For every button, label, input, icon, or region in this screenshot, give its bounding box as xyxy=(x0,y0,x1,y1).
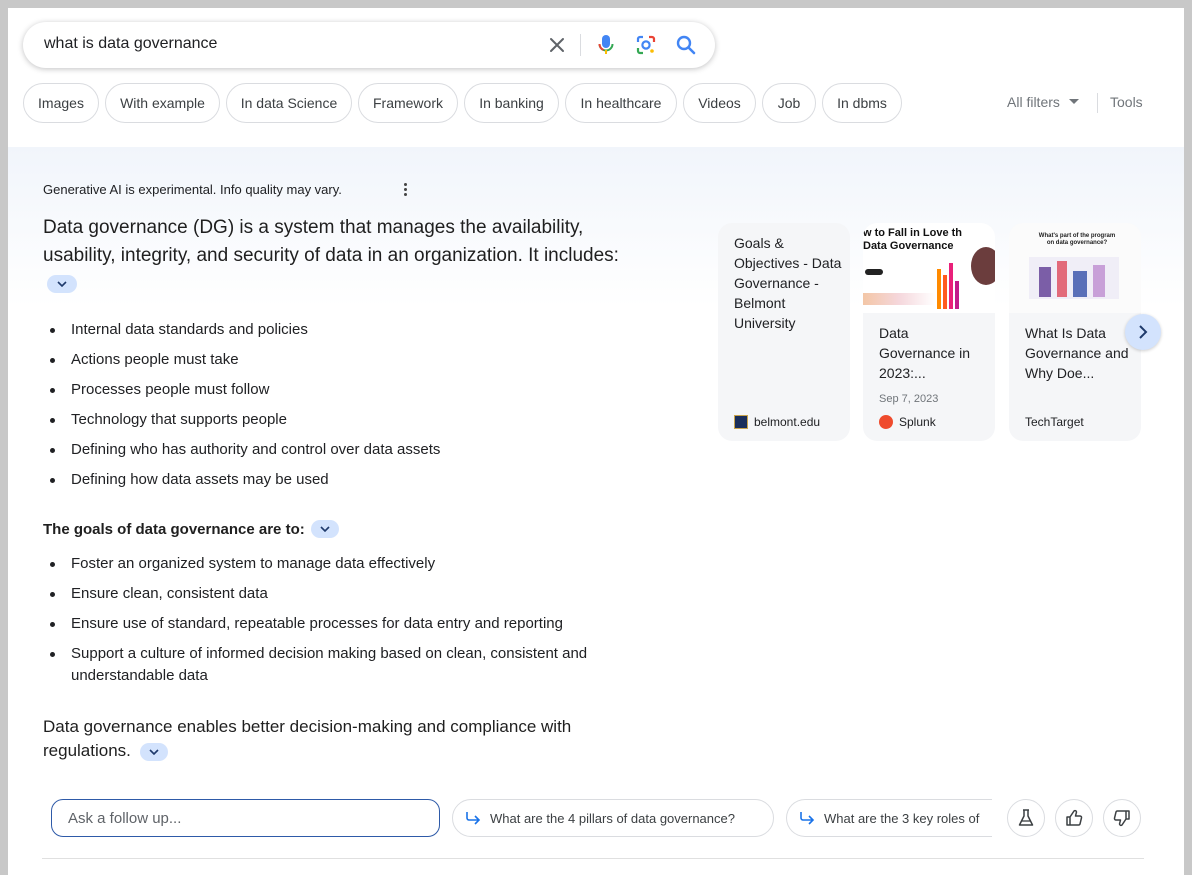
list-item: Processes people must follow xyxy=(43,379,663,401)
overview-closing-text: Data governance enables better decision-making and compliance with regulations. xyxy=(43,717,572,760)
includes-list xyxy=(43,319,663,499)
divider xyxy=(42,858,1144,859)
card-source-label: TechTarget xyxy=(1025,415,1084,429)
card-source xyxy=(879,415,936,429)
suggestion-label: What are the 3 key roles of xyxy=(824,810,980,826)
expand-chevron-icon[interactable] xyxy=(311,520,339,538)
card-title: What Is Data Governance and Why Doe... xyxy=(1025,325,1129,381)
source-card-techtarget[interactable] xyxy=(1009,223,1141,441)
suggestion-label: What are the 4 pillars of data governance? xyxy=(490,810,735,826)
thumbs-up-icon xyxy=(1065,809,1083,827)
ai-disclaimer: Generative AI is experimental. Info quality may vary. xyxy=(43,182,342,197)
list-item: Support a culture of informed decision making based on clean, consistent and understandable data xyxy=(43,643,663,687)
source-card-splunk[interactable] xyxy=(863,223,995,441)
card-source xyxy=(1025,415,1084,429)
source-card-belmont[interactable] xyxy=(718,223,850,441)
card-thumbnail xyxy=(1009,223,1141,313)
thumb-text: What's part of the program on data governance? xyxy=(1038,233,1116,246)
next-sources-button[interactable] xyxy=(1125,314,1161,350)
chip-job[interactable]: Job xyxy=(762,83,816,123)
lens-camera-icon[interactable] xyxy=(634,33,658,57)
thumb-text: w to Fall in Love th Data Governance xyxy=(863,227,962,252)
expand-chevron-icon[interactable] xyxy=(140,743,168,761)
more-options-icon[interactable] xyxy=(402,182,408,198)
card-title: Goals & Objectives - Data Governance - Belmont University xyxy=(734,235,842,331)
microphone-icon[interactable] xyxy=(594,33,618,57)
suggestion-chip-roles[interactable] xyxy=(786,799,992,837)
chip-in-healthcare[interactable]: In healthcare xyxy=(565,83,677,123)
card-title: Data Governance in 2023:... xyxy=(879,325,971,381)
results-page xyxy=(8,8,1184,875)
overview-lead-text: Data governance (DG) is a system that manages the availability, usability, integrity, and security of data in an organization. It includes: xyxy=(43,217,619,266)
chevron-right-icon xyxy=(1138,325,1148,339)
card-date: Sep 7, 2023 xyxy=(879,393,939,405)
card-source-label: belmont.edu xyxy=(754,415,821,429)
card-thumbnail xyxy=(863,223,995,313)
thumbs-down-icon xyxy=(1113,809,1131,827)
follow-arrow-icon xyxy=(799,811,815,825)
list-item: Defining who has authority and control over data assets xyxy=(43,439,663,461)
suggestion-chip-pillars[interactable] xyxy=(452,799,774,837)
overview-lead xyxy=(43,214,643,298)
caret-down-icon xyxy=(1069,99,1079,105)
expand-chevron-icon[interactable] xyxy=(47,275,77,293)
list-item: Technology that supports people xyxy=(43,409,663,431)
ai-overview-panel xyxy=(8,147,1184,875)
list-item: Actions people must take xyxy=(43,349,663,371)
chip-with-example[interactable]: With example xyxy=(105,83,220,123)
thumbs-up-button[interactable] xyxy=(1055,799,1093,837)
list-item: Ensure use of standard, repeatable processes for data entry and reporting xyxy=(43,613,663,635)
tools-button[interactable]: Tools xyxy=(1110,94,1143,110)
chip-videos[interactable]: Videos xyxy=(683,83,756,123)
all-filters-label: All filters xyxy=(1007,94,1060,110)
chip-in-banking[interactable]: In banking xyxy=(464,83,559,123)
overview-closing xyxy=(43,715,643,763)
search-input[interactable]: what is data governance xyxy=(44,35,218,52)
splunk-logo-icon xyxy=(879,415,893,429)
card-source-label: Splunk xyxy=(899,415,936,429)
all-filters-button[interactable] xyxy=(1007,94,1079,110)
flask-icon xyxy=(1018,809,1034,827)
search-icon[interactable] xyxy=(674,33,698,57)
toolbar-divider xyxy=(1097,93,1098,113)
list-item: Foster an organized system to manage data effectively xyxy=(43,553,663,575)
list-item: Internal data standards and policies xyxy=(43,319,663,341)
thumbs-down-button[interactable] xyxy=(1103,799,1141,837)
goals-heading-text: The goals of data governance are to: xyxy=(43,520,305,538)
chip-images[interactable]: Images xyxy=(23,83,99,123)
labs-flask-button[interactable] xyxy=(1007,799,1045,837)
goals-list xyxy=(43,553,663,695)
chip-in-data-science[interactable]: In data Science xyxy=(226,83,352,123)
chip-framework[interactable]: Framework xyxy=(358,83,458,123)
follow-up-input[interactable]: Ask a follow up... xyxy=(51,799,440,837)
chip-in-dbms[interactable]: In dbms xyxy=(822,83,902,123)
list-item: Defining how data assets may be used xyxy=(43,469,663,491)
search-box[interactable] xyxy=(23,22,715,68)
goals-heading xyxy=(43,520,339,538)
search-divider xyxy=(580,34,581,56)
list-item: Ensure clean, consistent data xyxy=(43,583,663,605)
follow-arrow-icon xyxy=(465,811,481,825)
card-source xyxy=(734,415,820,429)
belmont-logo-icon xyxy=(734,415,748,429)
clear-icon[interactable] xyxy=(545,33,569,57)
